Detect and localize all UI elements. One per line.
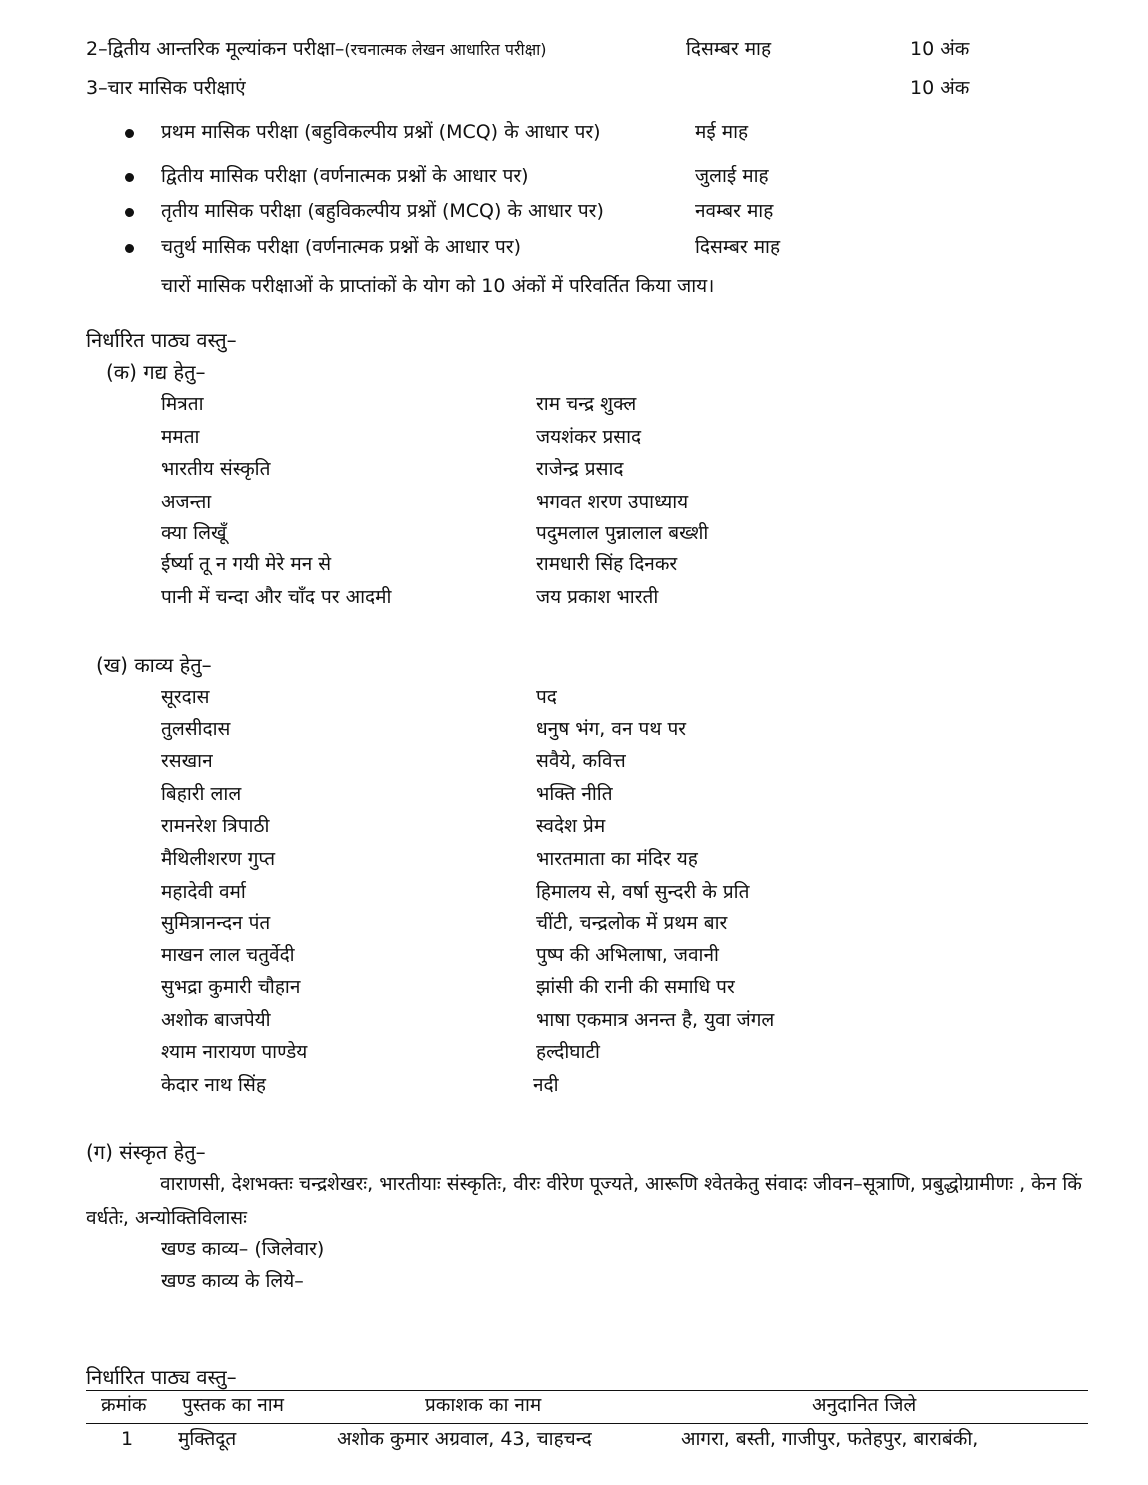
prose-title: ईर्ष्या तू न गयी मेरे मन से — [161, 553, 332, 575]
sanskrit-paragraph — [86, 1167, 1094, 1235]
exam-second-internal-marks: 10 अंक — [910, 38, 970, 60]
bullet-icon — [125, 208, 134, 217]
table-heading: निर्धारित पाठ्य वस्तु– — [86, 1365, 237, 1389]
prose-author: जय प्रकाश भारती — [536, 586, 659, 608]
poetry-poet: सूरदास — [161, 686, 210, 708]
poetry-work: भक्ति नीति — [536, 783, 613, 805]
poetry-poet: केदार नाथ सिंह — [161, 1074, 266, 1096]
poetry-work: पद — [536, 686, 557, 708]
table-header-rule — [86, 1423, 1088, 1424]
syllabus-heading: निर्धारित पाठ्य वस्तु– — [86, 328, 237, 352]
poetry-work: धनुष भंग, वन पथ पर — [536, 718, 687, 740]
prose-author: जयशंकर प्रसाद — [536, 426, 642, 448]
monthly-exam-month: मई माह — [695, 121, 749, 143]
khand-kavya-for-line: खण्ड काव्य के लिये– — [161, 1270, 304, 1292]
poetry-poet: माखन लाल चतुर्वेदी — [161, 944, 295, 966]
sanskrit-text: वाराणसी, देशभक्तः चन्द्रशेखरः, भारतीयाः संस्कृतिः, वीरः वीरेण पूज्यते, आरूणि श्वेतकेतु संवादः जीवन–सूत्राणि, प्रबुद्धोग्रामीणः , केन किं वर्धतेः, अन्योक्तिविलासः — [86, 1173, 1082, 1229]
prose-title: क्या लिखूँ — [161, 522, 227, 544]
prose-author: राजेन्द्र प्रसाद — [536, 458, 624, 480]
poetry-work: पुष्प की अभिलाषा, जवानी — [536, 944, 719, 966]
exam-four-monthly-marks: 10 अंक — [910, 77, 970, 99]
poetry-poet: अशोक बाजपेयी — [161, 1009, 271, 1031]
table-cell: आगरा, बस्ती, गाजीपुर, फतेहपुर, बाराबंकी, — [681, 1428, 979, 1450]
exam-second-internal-title — [86, 40, 547, 59]
table-header-cell: क्रमांक — [101, 1394, 147, 1416]
table-cell: मुक्तिदूत — [178, 1428, 237, 1450]
poetry-poet: श्याम नारायण पाण्डेय — [161, 1041, 308, 1063]
poetry-work: चींटी, चन्द्रलोक में प्रथम बार — [536, 912, 728, 934]
monthly-exam-item: द्वितीय मासिक परीक्षा (वर्णनात्मक प्रश्नों के आधार पर) — [161, 165, 529, 187]
monthly-exam-note: चारों मासिक परीक्षाओं के प्राप्तांकों के योग को 10 अंकों में परिवर्तित किया जाय। — [161, 275, 715, 297]
poetry-poet: बिहारी लाल — [161, 783, 242, 805]
poetry-poet: रामनरेश त्रिपाठी — [161, 815, 270, 837]
poetry-work: भारतमाता का मंदिर यह — [536, 848, 698, 870]
bullet-icon — [125, 244, 134, 253]
monthly-exam-month: जुलाई माह — [695, 165, 769, 187]
exam-second-internal-month: दिसम्बर माह — [686, 38, 772, 60]
poetry-work: हल्दीघाटी — [536, 1041, 600, 1063]
poetry-work: हिमालय से, वर्षा सुन्दरी के प्रति — [536, 881, 750, 903]
prose-title: मित्रता — [161, 393, 204, 415]
table-header-cell: अनुदानित जिले — [812, 1394, 917, 1416]
prose-author: रामधारी सिंह दिनकर — [536, 553, 678, 575]
table-cell: 1 — [121, 1428, 134, 1450]
bullet-icon — [125, 129, 134, 138]
poetry-poet: तुलसीदास — [161, 718, 231, 740]
poetry-poet: महादेवी वर्मा — [161, 881, 246, 903]
table-top-rule — [86, 1390, 1088, 1391]
poetry-poet: सुमित्रानन्दन पंत — [161, 912, 271, 934]
prose-title: अजन्ता — [161, 491, 212, 513]
poetry-poet: रसखान — [161, 750, 213, 772]
table-header-cell: प्रकाशक का नाम — [425, 1394, 542, 1416]
poetry-work: भाषा एकमात्र अनन्त है, युवा जंगल — [536, 1009, 775, 1031]
monthly-exam-month: दिसम्बर माह — [695, 236, 781, 258]
prose-title: ममता — [161, 426, 200, 448]
poetry-work: सवैये, कवित्त — [536, 750, 626, 772]
prose-author: राम चन्द्र शुक्ल — [536, 393, 637, 415]
monthly-exam-item: चतुर्थ मासिक परीक्षा (वर्णनात्मक प्रश्नों के आधार पर) — [161, 236, 521, 258]
khand-kavya-line: खण्ड काव्य– (जिलेवार) — [161, 1238, 325, 1260]
poetry-work: झांसी की रानी की समाधि पर — [536, 976, 735, 998]
poetry-work: नदी — [533, 1074, 559, 1096]
prose-heading: (क) गद्य हेतु– — [106, 360, 206, 384]
poetry-poet: सुभद्रा कुमारी चौहान — [161, 976, 301, 998]
exam-detail-text: (रचनात्मक लेखन आधारित परीक्षा) — [344, 40, 547, 59]
poetry-work: स्वदेश प्रेम — [536, 815, 606, 837]
monthly-exam-item: तृतीय मासिक परीक्षा (बहुविकल्पीय प्रश्नों (MCQ) के आधार पर) — [161, 200, 604, 222]
sanskrit-heading: (ग) संस्कृत हेतु– — [86, 1140, 206, 1164]
prose-title: भारतीय संस्कृति — [161, 458, 271, 480]
exam-four-monthly-title: 3–चार मासिक परीक्षाएं — [86, 77, 246, 99]
exam-title-text: 2–द्वितीय आन्तरिक मूल्यांकन परीक्षा– — [86, 38, 345, 60]
monthly-exam-month: नवम्बर माह — [695, 200, 774, 222]
prose-author: भगवत शरण उपाध्याय — [536, 491, 689, 513]
poetry-heading: (ख) काव्य हेतु– — [96, 653, 212, 677]
monthly-exam-item: प्रथम मासिक परीक्षा (बहुविकल्पीय प्रश्नों (MCQ) के आधार पर) — [161, 121, 601, 143]
prose-title: पानी में चन्दा और चाँद पर आदमी — [161, 586, 392, 608]
table-header-cell: पुस्तक का नाम — [182, 1394, 285, 1416]
bullet-icon — [125, 173, 134, 182]
prose-author: पदुमलाल पुन्नालाल बख्शी — [536, 522, 709, 544]
poetry-poet: मैथिलीशरण गुप्त — [161, 848, 276, 870]
table-cell: अशोक कुमार अग्रवाल, 43, चाहचन्द — [337, 1428, 592, 1450]
